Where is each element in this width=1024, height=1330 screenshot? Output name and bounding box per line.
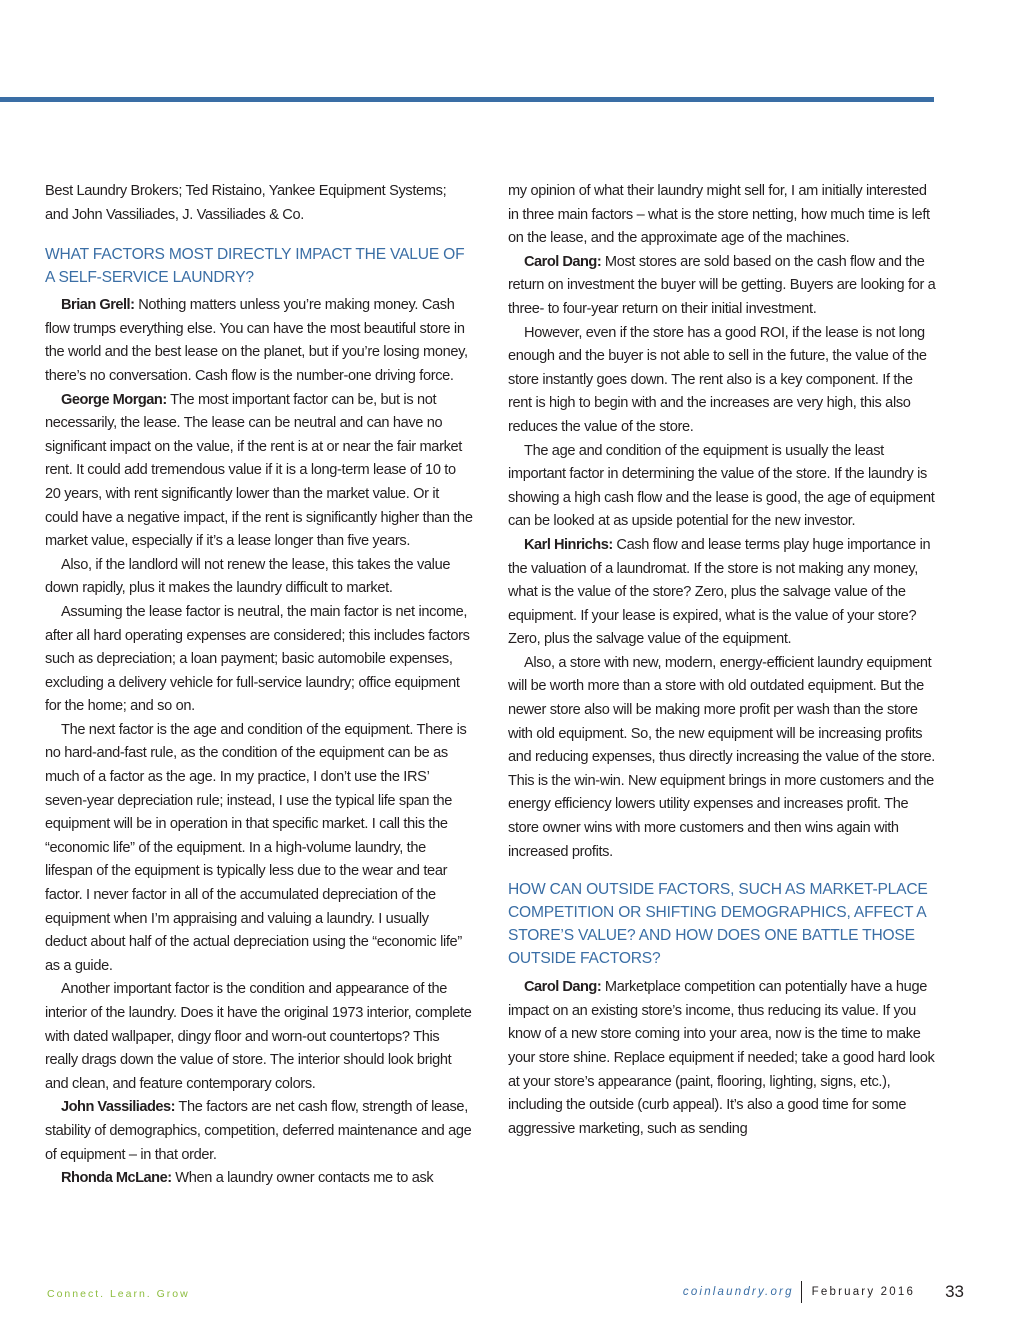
answer-text: Most stores are sold based on the cash flow and the return on investment the buyer will be getting. Buyers are looking for a three- to four-year return on their initial investment. xyxy=(508,253,936,317)
body-paragraph: my opinion of what their laundry might sell for, I am initially interested in three main factors – what is the store netting, how much time is left on the lease, and the approximate age of the machines. xyxy=(508,183,930,247)
body-paragraph: Also, a store with new, modern, energy-efficient laundry equipment will be worth more than a store with old outdated equipment. But the newer store also will be making more profit per wash than the store with old equipment. So, the new equipment will be increasing profits and reducing expenses, thus directly increasing the value of the store. This is the win-win. New equipment brings in more customers and the energy efficiency lowers utility expenses and increases profit. The store owner wins with more customers and then wins again with increased profits. xyxy=(508,654,936,860)
body-paragraph: Another important factor is the condition and appearance of the interior of the laundry. Does it have the original 1973 interior, complete with dated wallpaper, dingy floor and worn-out countertops? This really drags down the value of store. The interior should look bright and clean, and feature contemporary colors. xyxy=(45,981,472,1092)
intro-paragraph: Best Laundry Brokers; Ted Ristaino, Yankee Equipment Systems; and John Vassiliades, J. Vassiliades & Co. xyxy=(45,183,447,223)
answer-text: The factors are net cash flow, strength of lease, stability of demographics, competition, deferred maintenance and age of equipment – in that order. xyxy=(45,1099,472,1163)
body-paragraph: However, even if the store has a good ROI, if the lease is not long enough and the buyer is not able to sell in the future, the value of the store instantly goes down. The rent also is a key component. If the rent is high to begin with and the increases are very high, this also reduces the value of the store. xyxy=(508,324,927,435)
answer-paragraph xyxy=(508,976,936,1141)
speaker-name: Rhonda McLane: xyxy=(61,1170,172,1187)
footer-info xyxy=(683,1280,964,1304)
answer-text: When a laundry owner contacts me to ask xyxy=(171,1170,434,1187)
page-number: 33 xyxy=(945,1282,964,1301)
speaker-name: George Morgan: xyxy=(61,391,167,408)
footer-divider xyxy=(801,1281,802,1303)
answer-paragraph xyxy=(45,1096,473,1167)
header-rule xyxy=(0,97,934,102)
article-column-left xyxy=(45,180,473,1191)
footer-tagline: Connect. Learn. Grow xyxy=(47,1288,190,1300)
answer-text: Marketplace competition can potentially have a huge impact on an existing store’s income, thus reducing its value. If you know of a new store coming into your area, now is the time to make your store shine. Replace equipment if needed; take a good hard look at your store’s appearance (paint, flooring, lighting, signs, etc.), including the outside (curb appeal). It’s also a good time for some aggressive marketing, such as sending xyxy=(508,979,935,1137)
answer-paragraph xyxy=(45,1167,473,1191)
answer-paragraph xyxy=(45,389,473,554)
footer-date: February 2016 xyxy=(811,1286,916,1298)
answer-paragraph xyxy=(508,534,936,652)
speaker-name: John Vassiliades: xyxy=(61,1099,175,1116)
body-paragraph: Assuming the lease factor is neutral, the main factor is net income, after all hard operating expenses are considered; this includes factors such as depreciation; a loan payment; basic automobile expenses, excluding a delivery vehicle for full-service laundry; office equipment for the home; and so on. xyxy=(45,603,470,715)
footer-site-link[interactable]: coinlaundry.org xyxy=(682,1286,794,1298)
speaker-name: Carol Dang: xyxy=(524,979,602,996)
section-heading-outside-factors: HOW CAN OUTSIDE FACTORS, SUCH AS MARKET-PLACE COMPETITION OR SHIFTING DEMOGRAPHICS, AFFECT A STORE’S VALUE? AND HOW DOES ONE BATTLE THOSE OUTSIDE FACTORS? xyxy=(508,881,928,968)
answer-paragraph xyxy=(508,251,936,322)
speaker-name: Karl Hinrichs: xyxy=(524,536,613,553)
speaker-name: Carol Dang: xyxy=(524,253,602,270)
section-heading-factors: WHAT FACTORS MOST DIRECTLY IMPACT THE VALUE OF A SELF-SERVICE LAUNDRY? xyxy=(45,246,465,287)
article-column-right xyxy=(508,180,936,1141)
body-paragraph: The age and condition of the equipment is usually the least important factor in determining the value of the store. If the laundry is showing a high cash flow and the lease is good, the age of equipment can be looked at as upside potential for the new investor. xyxy=(508,442,935,530)
body-paragraph: The next factor is the age and condition of the equipment. There is no hard-and-fast rule, as the condition of the equipment can be as much of a factor as the age. In my practice, I don’t use the IRS’ seven-year depreciation rule; instead, I use the typical life span the equipment will be in operation in that specific market. I call this the “economic life” of the equipment. In a high-volume laundry, the lifespan of the equipment is typically less due to the wear and tear factor. I never factor in all of the accumulated depreciation of the equipment when I’m appraising and valuing a laundry. I usually deduct about half of the actual depreciation using the “economic life” as a guide. xyxy=(45,721,467,974)
answer-text: The most important factor can be, but is not necessarily, the lease. The lease can be neutral and can have no significant impact on the value, if the rent is at or near the fair market rent. It could add tremendous value if it is a long-term lease of 10 to 20 years, with rent significantly lower than the market value. Or it could have a negative impact, if the rent is significantly higher than the market value, especially if it’s a lease longer than five years. xyxy=(45,391,473,550)
answer-paragraph xyxy=(45,294,473,388)
answer-text: Cash flow and lease terms play huge importance in the valuation of a laundromat. If the store is not making any money, what is the value of the store? Zero, plus the salvage value of the equipment. If your lease is expired, what is the value of your store? Zero, plus the salvage value of the equipment. xyxy=(508,536,931,648)
answer-text: Nothing matters unless you’re making money. Cash flow trumps everything else. You can have the most beautiful store in the world and the best lease on the planet, but if you’re losing money, there’s no conversation. Cash flow is the number-one driving force. xyxy=(45,297,468,384)
body-paragraph: Also, if the landlord will not renew the lease, this takes the value down rapidly, plus it makes the laundry difficult to market. xyxy=(45,556,451,597)
speaker-name: Brian Grell: xyxy=(61,297,135,314)
